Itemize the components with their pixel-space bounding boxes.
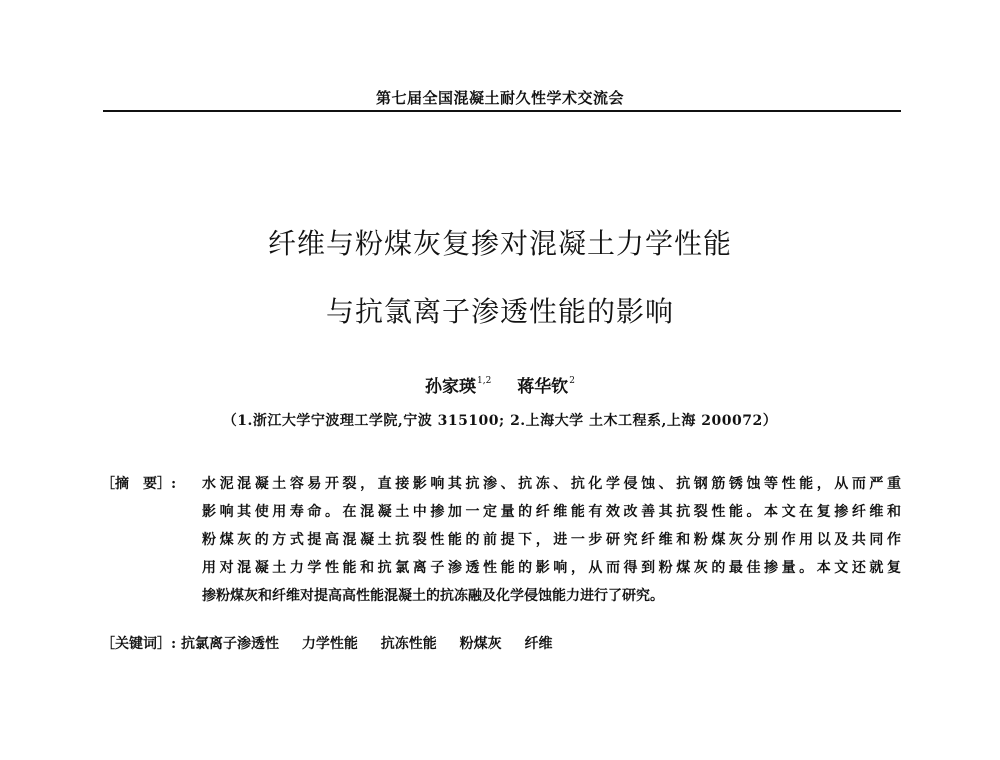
affiliation: （1.浙江大学宁波理工学院,宁波 315100; 2.上海大学 土木工程系,上海 200072） [222, 413, 778, 429]
abstract-line: 水泥混凝土容易开裂，直接影响其抗渗、抗冻、抗化学侵蚀、抗钢筋锈蚀等性能，从而严重 [202, 476, 901, 492]
paper-title-line-1: 纤维与粉煤灰复掺对混凝土力学性能 [267, 227, 732, 260]
keyword: 粉煤灰 [459, 636, 502, 652]
abstract-line: 影响其使用寿命。在混凝土中掺加一定量的纤维能有效改善其抗裂性能。本文在复掺纤维和 [202, 504, 901, 520]
author-affiliation-mark: 2 [569, 376, 575, 386]
author-name: 孙家瑛 [425, 377, 476, 397]
keyword: 抗氯离子渗透性 [181, 636, 280, 652]
abstract-body [202, 470, 901, 610]
paper-title-line-2: 与抗氯离子渗透性能的影响 [325, 295, 674, 328]
conference-header: 第七届全国混凝土耐久性学术交流会 [375, 89, 624, 107]
header-rule [103, 110, 901, 112]
keywords-label: ［关键词］: [101, 636, 177, 652]
authors [0, 372, 1000, 397]
author-name: 蒋华钦 [517, 377, 569, 397]
author [517, 377, 575, 397]
abstract-line: 用对混凝土力学性能和抗氯离子渗透性能的影响，从而得到粉煤灰的最佳掺量。本文还就复 [202, 560, 901, 576]
keywords [101, 633, 901, 655]
abstract [101, 470, 901, 610]
author-affiliation-mark: 1,2 [477, 376, 492, 386]
abstract-line: 掺粉煤灰和纤维对提高高性能混凝土的抗冻融及化学侵蚀能力进行了研究。 [202, 588, 664, 604]
keyword: 纤维 [524, 636, 553, 652]
abstract-line: 粉煤灰的方式提高混凝土抗裂性能的前提下，进一步研究纤维和粉煤灰分别作用以及共同作 [202, 532, 901, 548]
keyword: 抗冻性能 [380, 636, 437, 652]
keyword: 力学性能 [301, 636, 358, 652]
abstract-label: ［摘 要］: [101, 476, 177, 492]
author [425, 377, 491, 397]
